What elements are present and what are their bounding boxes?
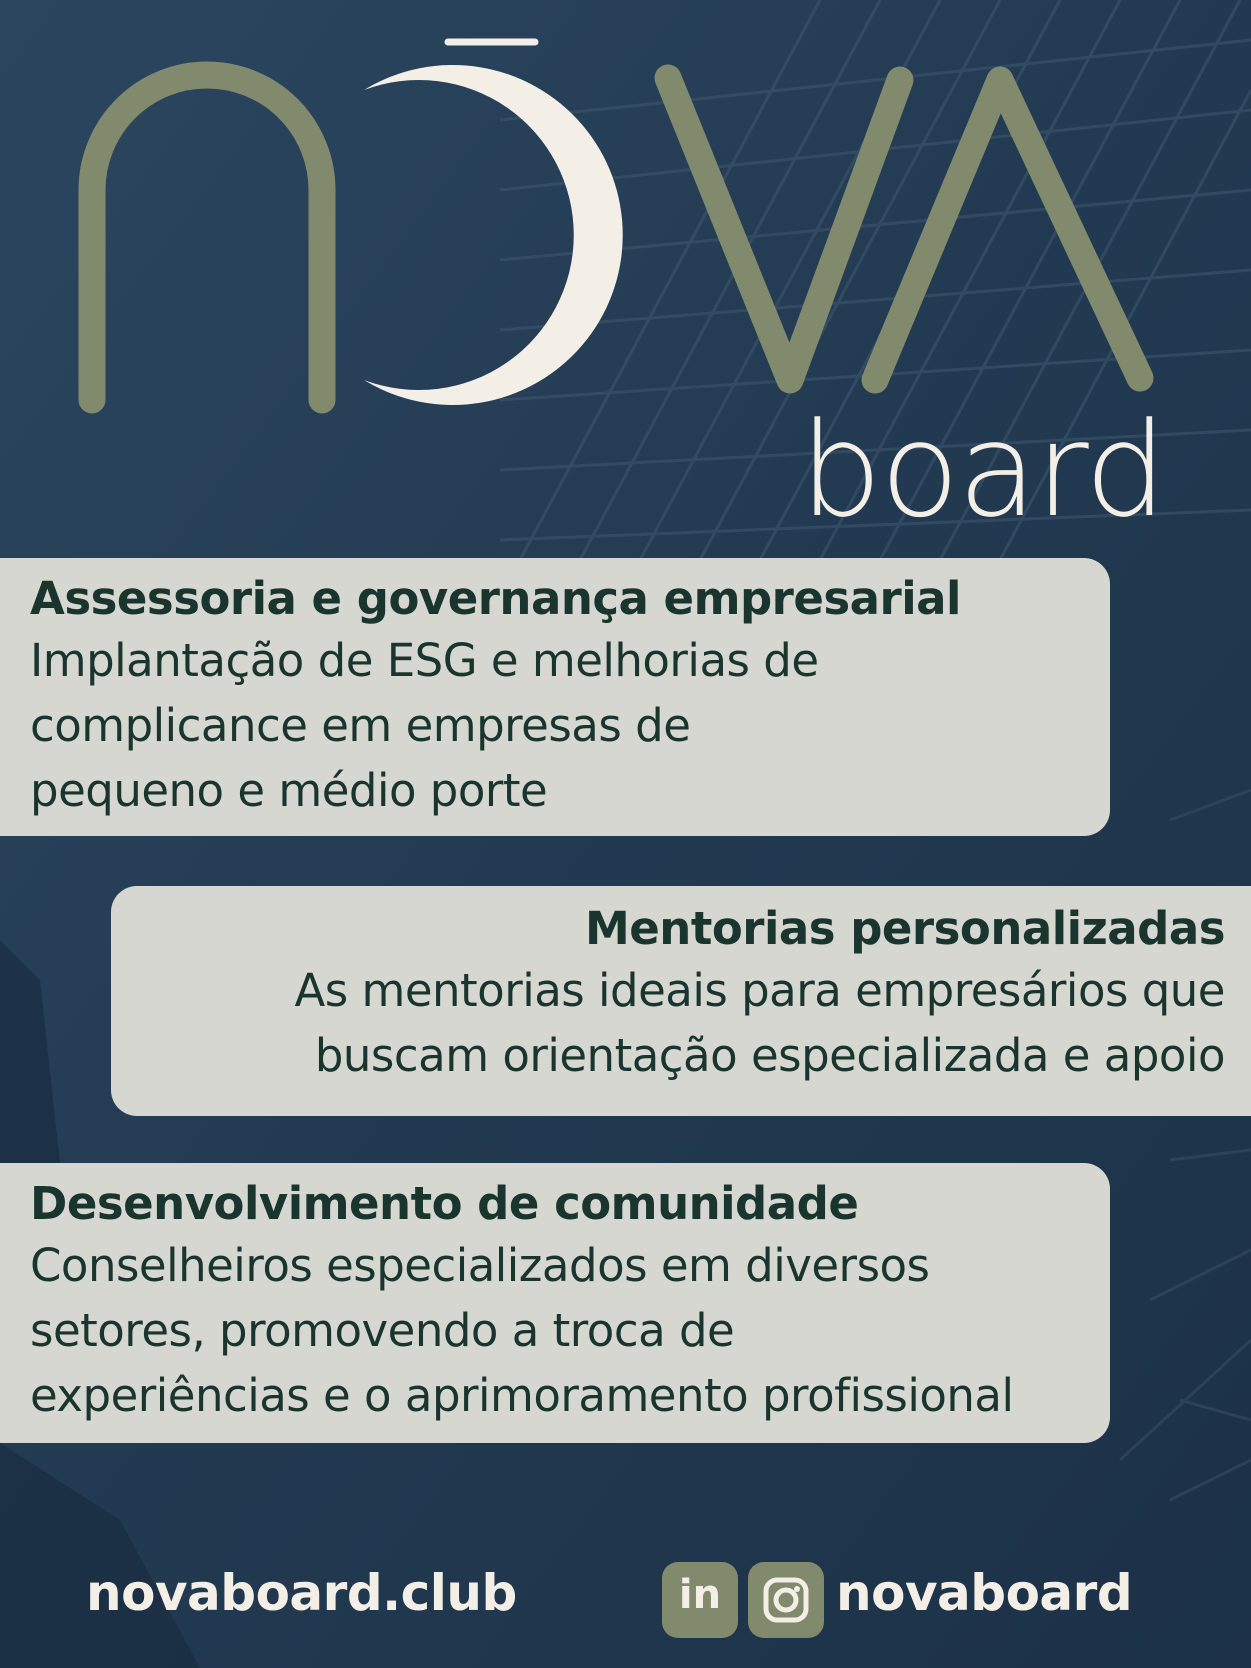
card-line: buscam orientação especializada e apoio [314, 1029, 1225, 1082]
card-title: Mentorias personalizadas [585, 902, 1225, 955]
card-line: As mentorias ideais para empresários que [294, 964, 1225, 1017]
logo-letters-va [668, 78, 1140, 380]
card-line: complicance em empresas de [30, 699, 691, 752]
instagram-icon-glyph [748, 1562, 824, 1638]
card-line: experiências e o aprimoramento profissional [30, 1369, 1014, 1422]
logo-letter-n [92, 75, 322, 400]
card-line: Implantação de ESG e melhorias de [30, 634, 819, 687]
logo-board-text: board [799, 394, 1165, 540]
social-handle[interactable]: novaboard [836, 1564, 1133, 1622]
instagram-icon[interactable] [748, 1562, 824, 1638]
logo-letter-o [364, 42, 623, 405]
card-line: pequeno e médio porte [30, 764, 548, 817]
card-line: Conselheiros especializados em diversos [30, 1239, 930, 1292]
service-card-governance [0, 558, 1110, 836]
linkedin-icon-glyph: in [678, 1572, 722, 1618]
card-line: setores, promovendo a troca de [30, 1304, 735, 1357]
nova-board-logo [0, 0, 1251, 540]
website-link[interactable]: novaboard.club [86, 1564, 517, 1622]
service-card-mentoring [111, 886, 1251, 1116]
card-title: Desenvolvimento de comunidade [30, 1177, 859, 1230]
service-card-community [0, 1163, 1110, 1443]
linkedin-icon[interactable] [662, 1562, 738, 1638]
card-title: Assessoria e governança empresarial [30, 572, 961, 625]
